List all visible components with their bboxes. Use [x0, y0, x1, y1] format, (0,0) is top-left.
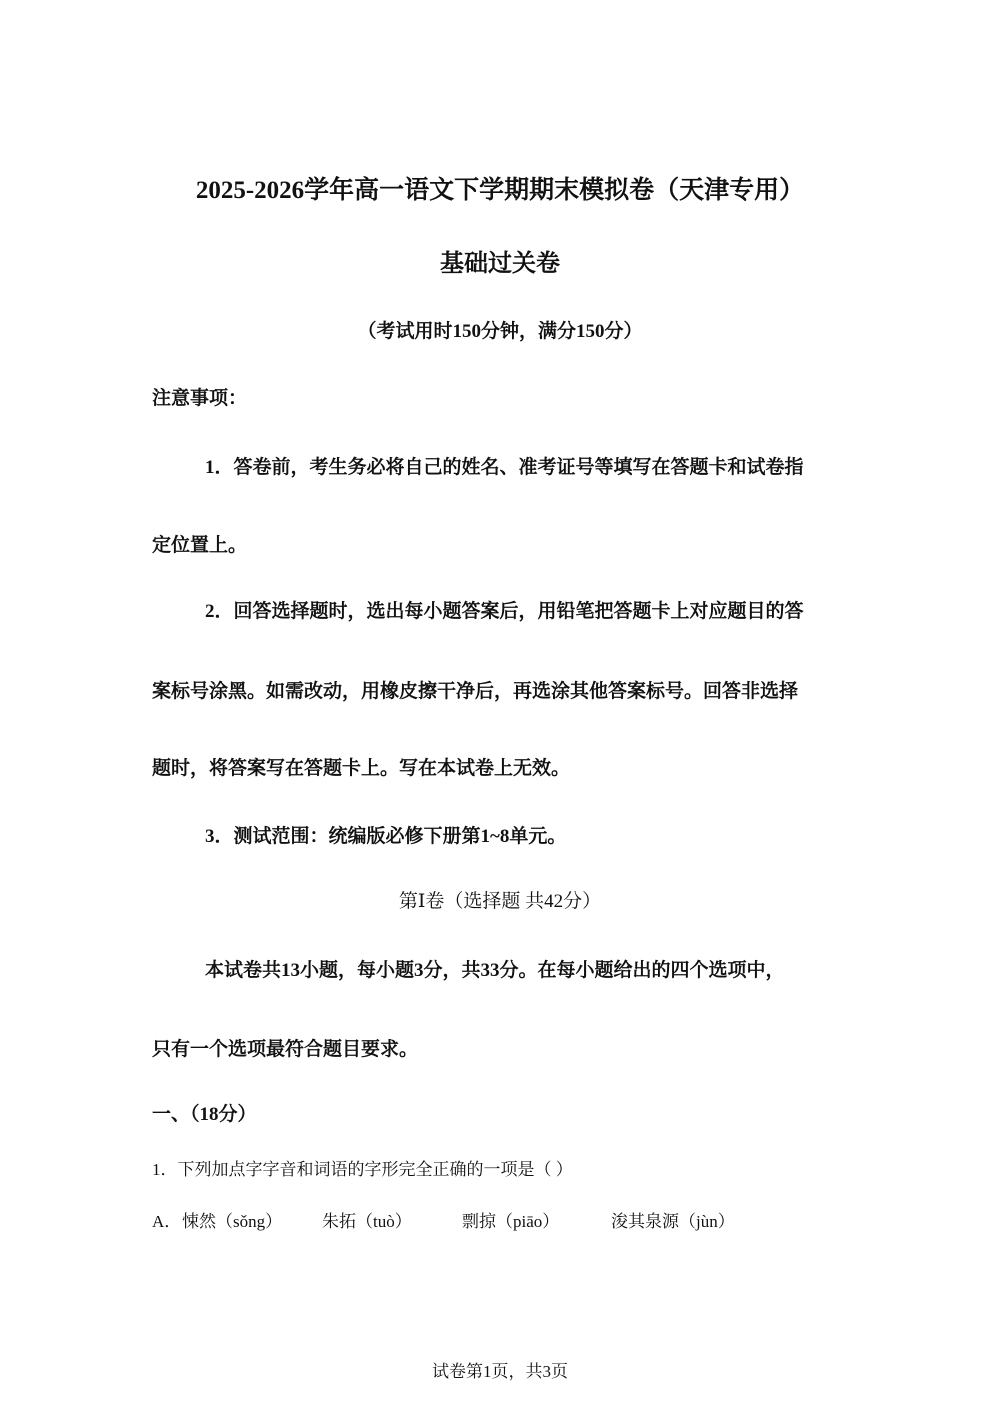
notice-heading: 注意事项：: [152, 388, 248, 409]
notice-item-2-line-3: 题时，将答案写在答题卡上。写在本试卷上无效。: [152, 758, 571, 779]
option-a-item-2: 朱拓（tuò）: [322, 1212, 412, 1231]
question-1-option-a: [152, 1207, 852, 1231]
exam-subtitle: 基础过关卷: [440, 251, 560, 277]
notice-item-2-line-1: 2．回答选择题时，选出每小题答案后，用铅笔把答题卡上对应题目的答: [205, 601, 804, 622]
option-a-item-3: 剽掠（piāo）: [462, 1212, 560, 1231]
option-a-item-1: 悚然（sǒng）: [182, 1212, 283, 1231]
option-a-item-4: 浚其泉源（jùn）: [611, 1212, 735, 1231]
option-a-label: A．: [152, 1212, 182, 1231]
question-1-stem: 1．下列加点字字音和词语的字形完全正确的一项是（ ）: [152, 1160, 573, 1179]
notice-item-2-line-2: 案标号涂黑。如需改动，用橡皮擦干净后，再选涂其他答案标号。回答非选择: [152, 681, 799, 702]
notice-item-1-line-1: 1．答卷前，考生务必将自己的姓名、准考证号等填写在答题卡和试卷指: [205, 457, 804, 478]
page-footer: 试卷第1页，共3页: [432, 1362, 568, 1381]
notice-item-1-line-2: 定位置上。: [152, 535, 248, 556]
notice-item-3: 3．测试范围：统编版必修下册第1~8单元。: [205, 826, 567, 847]
exam-title: 2025-2026学年高一语文下学期期末模拟卷（天津专用）: [195, 177, 805, 204]
exam-info: （考试用时150分钟，满分150分）: [357, 321, 643, 342]
section-one-title: 第Ⅰ卷（选择题 共42分）: [398, 891, 602, 912]
section-one-desc-line-2: 只有一个选项最符合题目要求。: [152, 1039, 419, 1060]
part-one-heading: 一、（18分）: [152, 1104, 257, 1125]
section-one-desc-line-1: 本试卷共13小题，每小题3分，共33分。在每小题给出的四个选项中，: [205, 960, 785, 981]
